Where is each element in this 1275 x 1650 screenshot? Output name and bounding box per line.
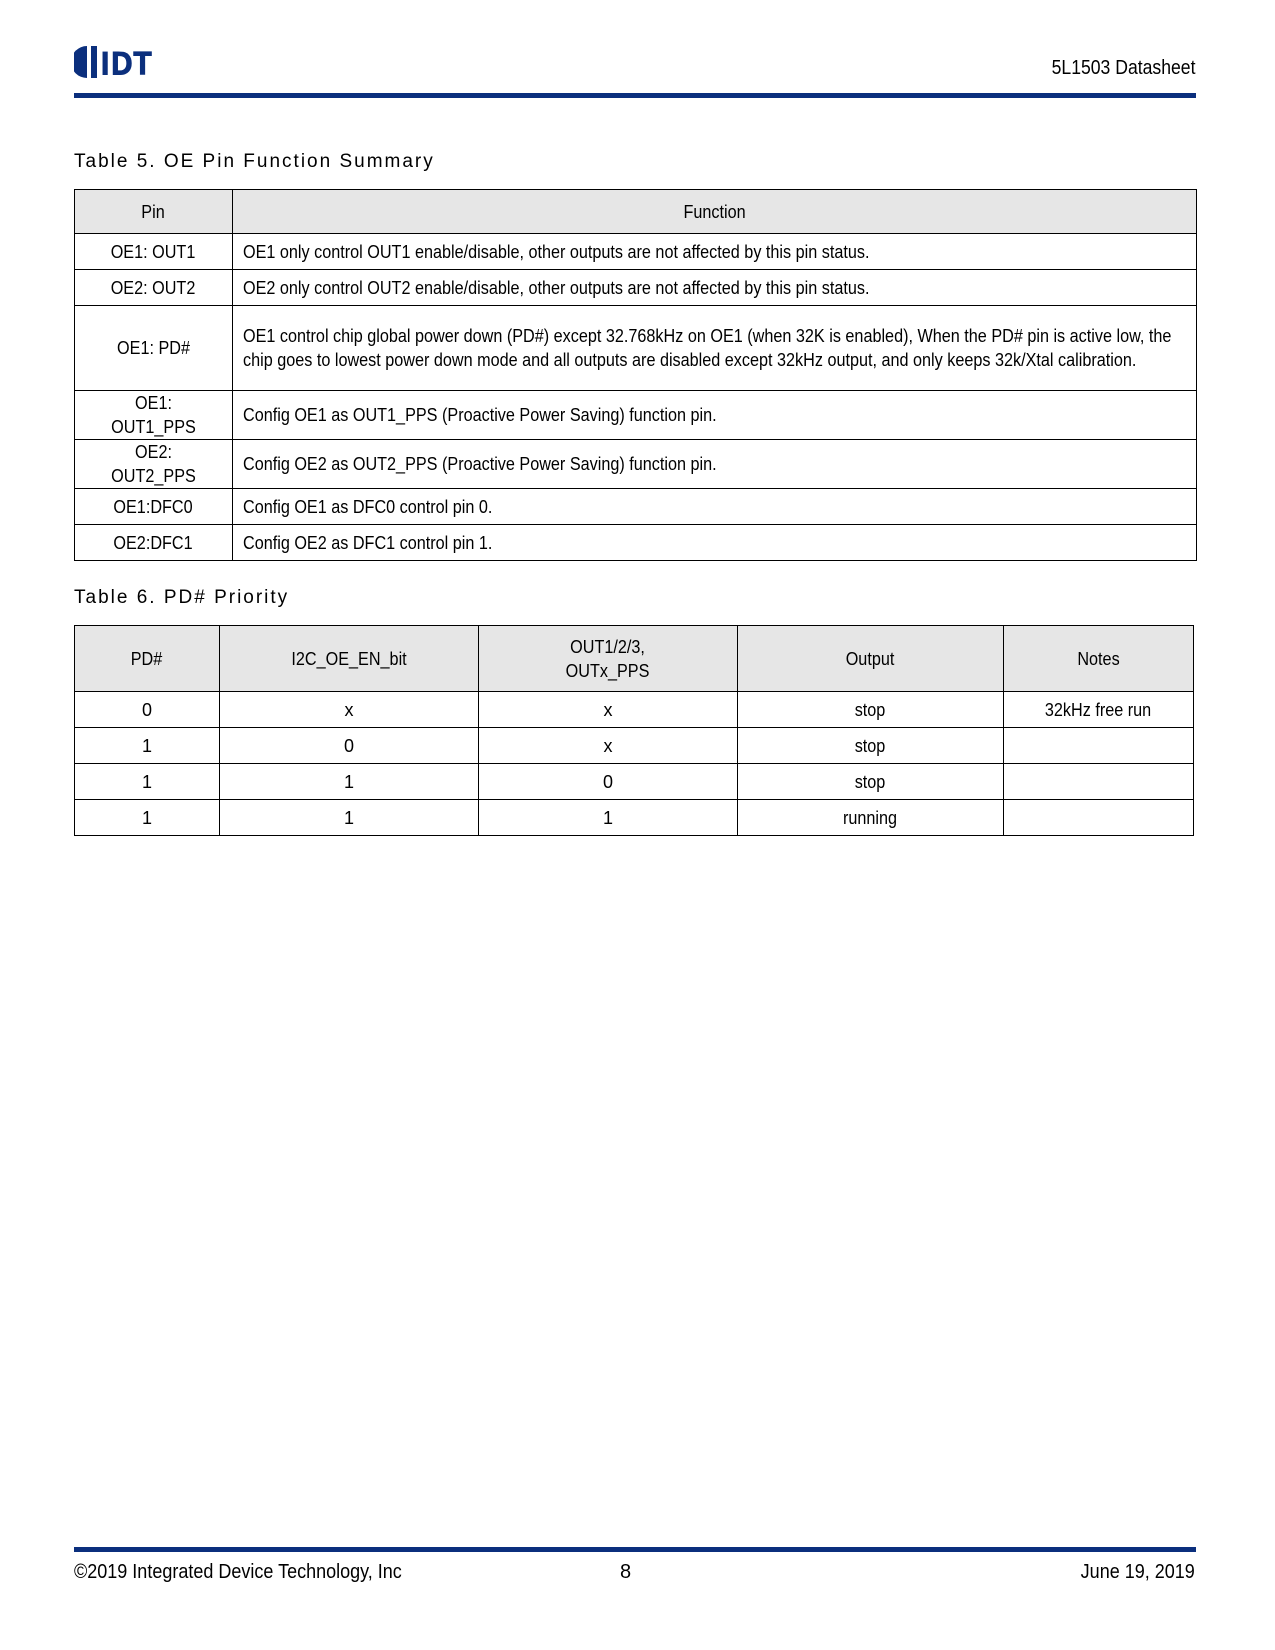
footer-rule: [74, 1547, 1196, 1552]
notes-cell: [1004, 800, 1194, 836]
idt-logo: [74, 44, 164, 80]
pin-cell: OE2: OUT2: [75, 270, 233, 306]
function-cell: OE2 only control OUT2 enable/disable, other outputs are not affected by this pin status.: [233, 270, 1197, 306]
function-cell: Config OE1 as DFC0 control pin 0.: [233, 489, 1197, 525]
pin-cell: OE1: PD#: [75, 306, 233, 391]
function-cell: Config OE1 as OUT1_PPS (Proactive Power Saving) function pin.: [233, 391, 1197, 440]
out-pps-cell: x: [479, 728, 738, 764]
column-header-out-pps: OUT1/2/3, OUTx_PPS: [479, 626, 738, 692]
pin-cell: OE2: OUT2_PPS: [75, 440, 233, 489]
pd-cell: 0: [75, 692, 220, 728]
pd-cell: 1: [75, 728, 220, 764]
table-row: [75, 270, 1197, 306]
table-row: [75, 306, 1197, 391]
column-header-output: Output: [738, 626, 1004, 692]
table-row: [75, 489, 1197, 525]
notes-cell: 32kHz free run: [1004, 692, 1194, 728]
footer-copyright: ©2019 Integrated Device Technology, Inc: [74, 1561, 402, 1583]
output-cell: running: [738, 800, 1004, 836]
i2c-cell: 1: [220, 800, 479, 836]
pd-priority-table: [74, 625, 1194, 836]
output-cell: stop: [738, 728, 1004, 764]
footer-page-number: 8: [620, 1561, 632, 1583]
table-row: [75, 234, 1197, 270]
column-header-pin: Pin: [75, 190, 233, 234]
column-header-i2c-oe-en-bit: I2C_OE_EN_bit: [220, 626, 479, 692]
table-row: [75, 525, 1197, 561]
out-pps-cell: x: [479, 692, 738, 728]
header-rule: [74, 93, 1196, 98]
column-header-function: Function: [233, 190, 1197, 234]
pin-cell: OE1: OUT1: [75, 234, 233, 270]
footer-date: June 19, 2019: [1080, 1561, 1195, 1583]
table-row: [75, 728, 1194, 764]
pd-cell: 1: [75, 800, 220, 836]
table-header-row: [75, 190, 1197, 234]
table-row: [75, 440, 1197, 489]
pin-cell: OE1:DFC0: [75, 489, 233, 525]
table-row: [75, 391, 1197, 440]
table5-caption: Table 5. OE Pin Function Summary: [74, 151, 435, 172]
column-header-pd: PD#: [75, 626, 220, 692]
i2c-cell: 0: [220, 728, 479, 764]
pd-cell: 1: [75, 764, 220, 800]
pin-cell: OE2:DFC1: [75, 525, 233, 561]
oe-pin-function-table: [74, 189, 1197, 561]
table-header-row: [75, 626, 1194, 692]
function-cell: OE1 only control OUT1 enable/disable, other outputs are not affected by this pin status.: [233, 234, 1197, 270]
output-cell: stop: [738, 764, 1004, 800]
function-cell: Config OE2 as DFC1 control pin 1.: [233, 525, 1197, 561]
document-title: 5L1503 Datasheet: [1051, 57, 1195, 79]
logo-mark-left: [74, 46, 87, 78]
table-row: [75, 800, 1194, 836]
out-pps-cell: 1: [479, 800, 738, 836]
table-row: [75, 692, 1194, 728]
table-row: [75, 764, 1194, 800]
notes-cell: [1004, 764, 1194, 800]
i2c-cell: x: [220, 692, 479, 728]
i2c-cell: 1: [220, 764, 479, 800]
out-pps-cell: 0: [479, 764, 738, 800]
notes-cell: [1004, 728, 1194, 764]
function-cell: Config OE2 as OUT2_PPS (Proactive Power Saving) function pin.: [233, 440, 1197, 489]
column-header-notes: Notes: [1004, 626, 1194, 692]
output-cell: stop: [738, 692, 1004, 728]
logo-wordmark: IDT: [100, 45, 153, 80]
pin-cell: OE1: OUT1_PPS: [75, 391, 233, 440]
logo-mark-right: [91, 46, 97, 78]
table6-caption: Table 6. PD# Priority: [74, 587, 290, 608]
function-cell: OE1 control chip global power down (PD#) except 32.768kHz on OE1 (when 32K is enabled), When the PD# pin is active low, the chip goes to lowest power down mode and all outputs are disabled except 32kHz output, and only keeps 32k/Xtal calibration.: [233, 306, 1197, 391]
